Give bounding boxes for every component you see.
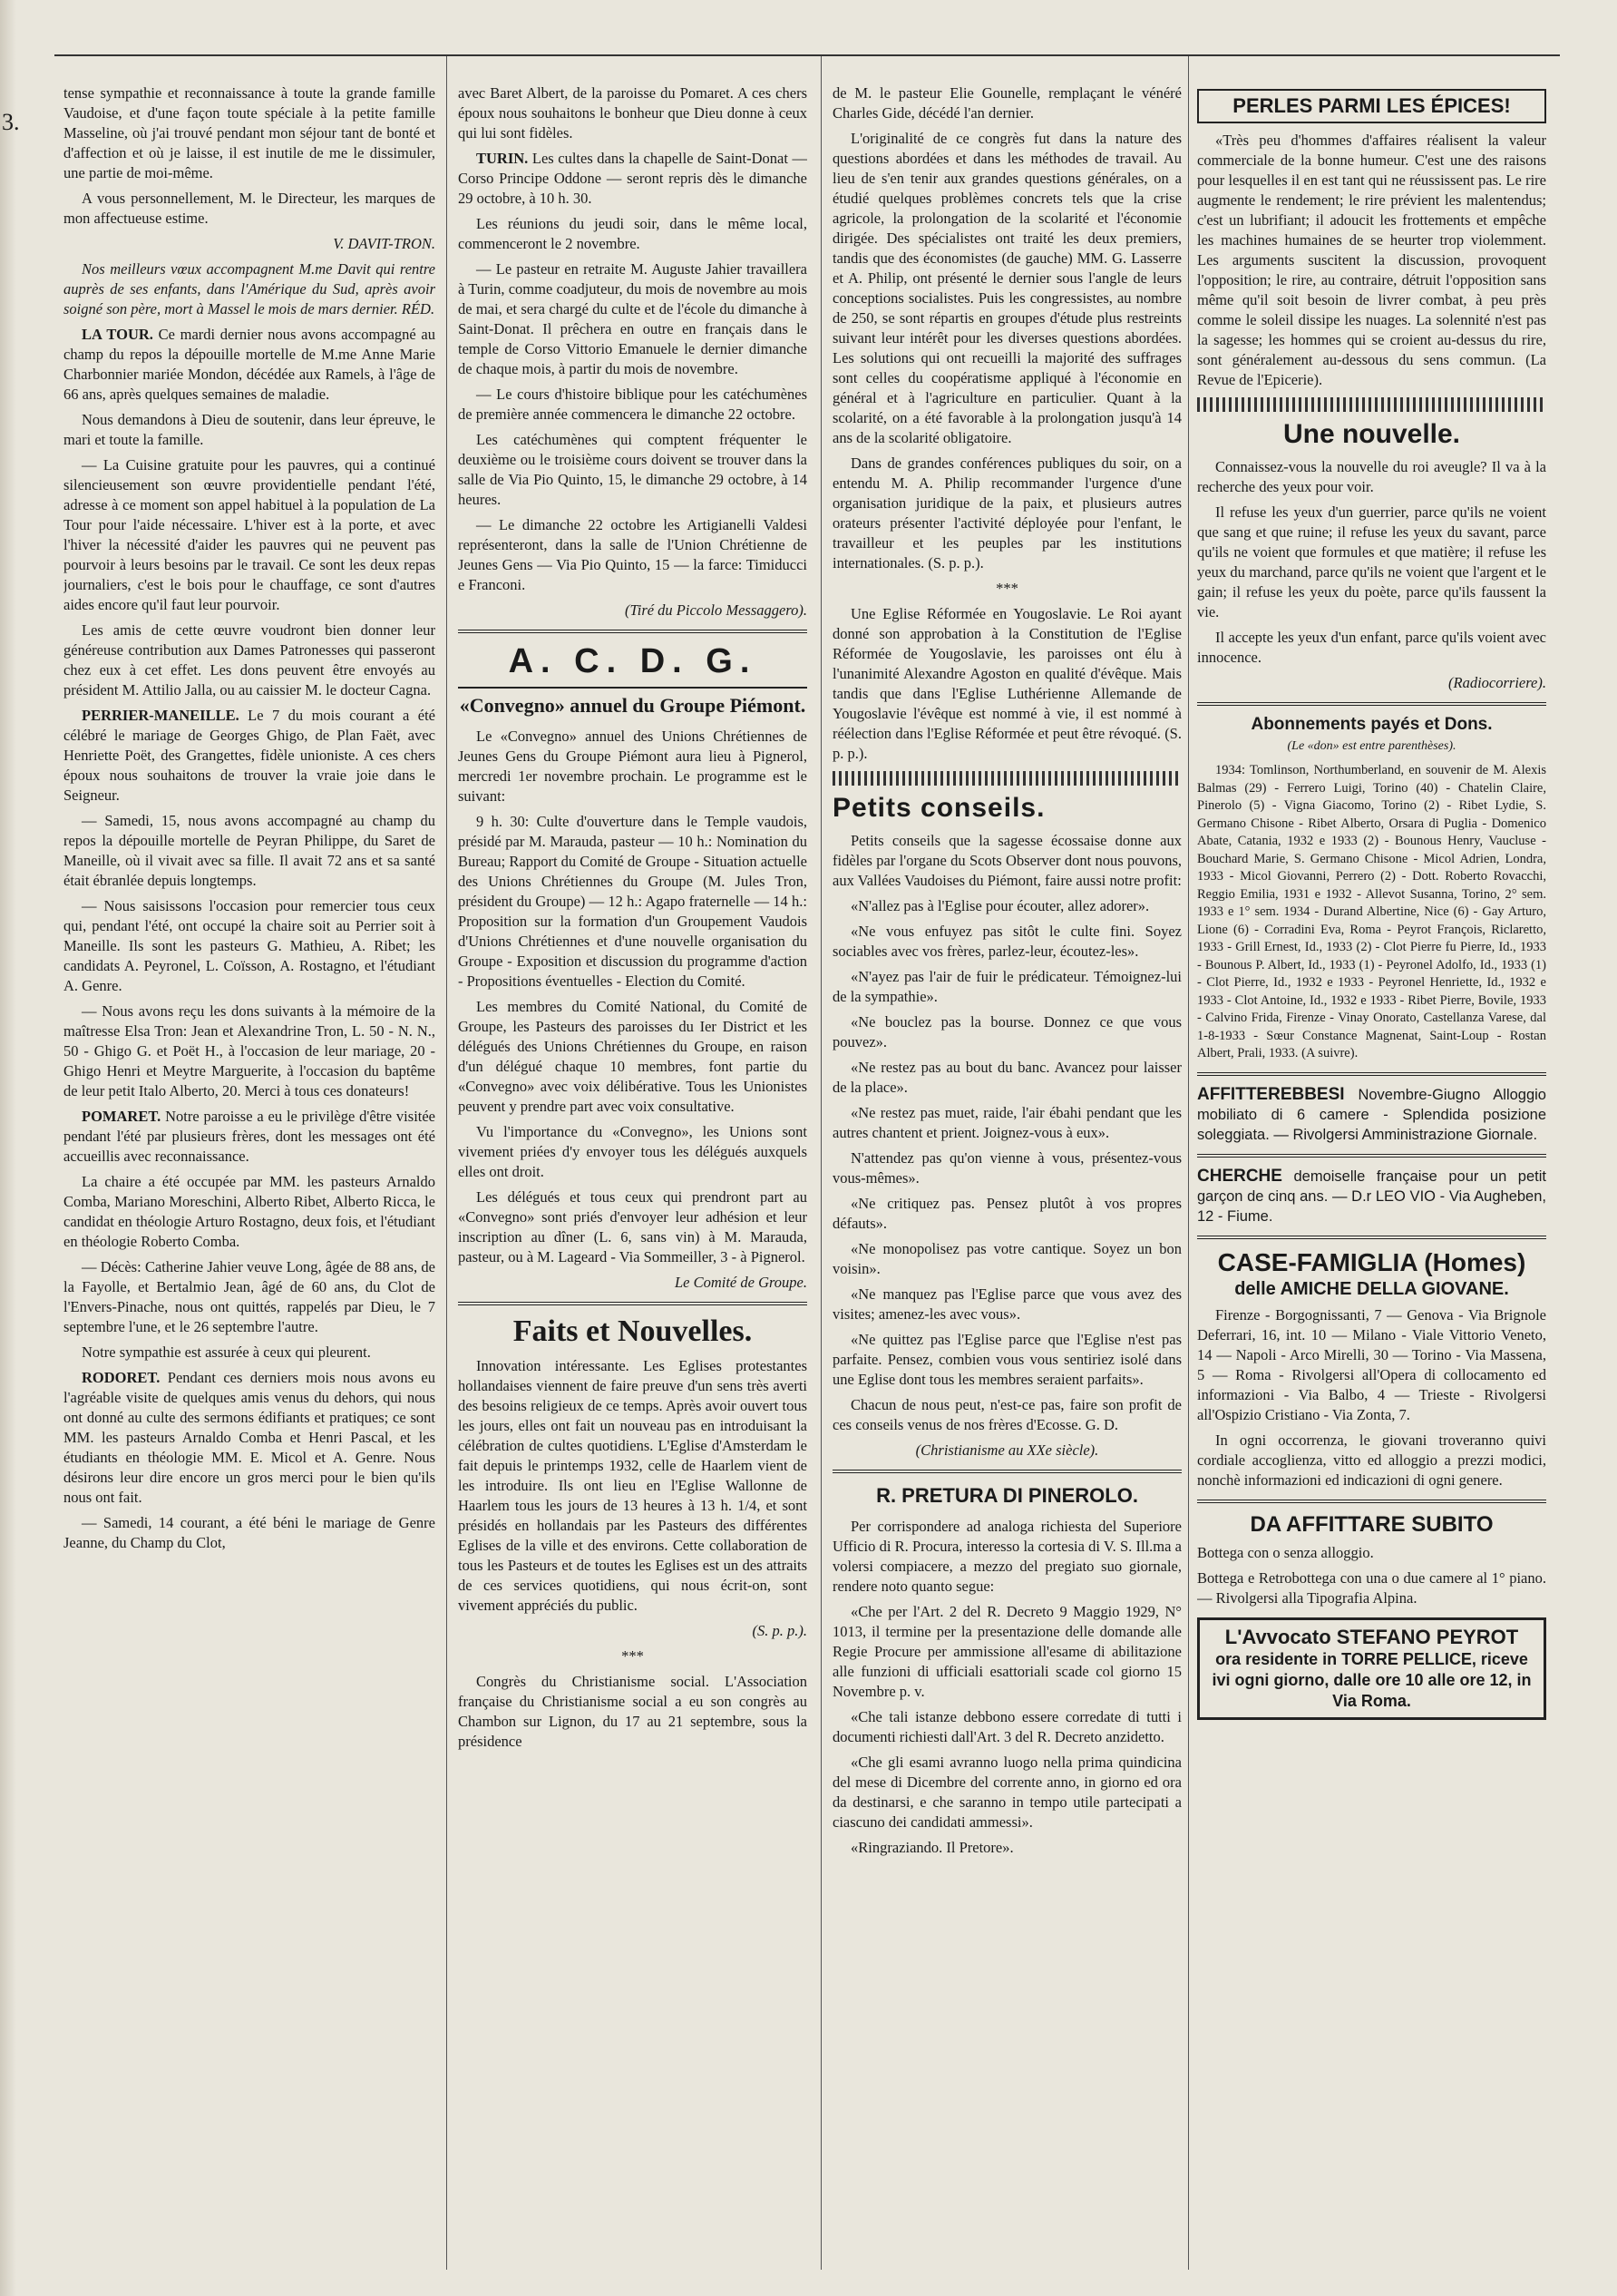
paragraph: Chacun de nous peut, n'est-ce pas, faire son profit de ces conseils venus de nos frères d'Ecosse. G. D. <box>833 1396 1182 1433</box>
signature: Le Comité de Groupe. <box>674 1274 807 1291</box>
column-divider <box>446 56 447 2270</box>
source-credit: (S. p. p.). <box>752 1622 807 1639</box>
top-rule <box>54 54 1560 56</box>
source-credit: (Christianisme au XXe siècle). <box>915 1441 1099 1459</box>
paragraph: — Le dimanche 22 octobre les Artigianelli Valdesi représenteront, dans la salle de l'Union Chrétienne de Jeunes Gens — Via Pio Quinto, 15 — la farce: Timiducci e Franconi. <box>458 516 807 593</box>
paragraph: Les membres du Comité National, du Comité de Groupe, les Pasteurs des paroisses du Ier District et les délégués des Unions Chrétiennes du Groupe, en raison d'un délégué chaque 10 membres, font partie du «Convegno» avec voix délibérative. Tous les Unionistes peuvent y prendre part avec voix consultative. <box>458 998 807 1115</box>
paragraph: Connaissez-vous la nouvelle du roi aveugle? Il va à la recherche des yeux pour voir. <box>1197 458 1546 495</box>
paragraph: — Nous avons reçu les dons suivants à la mémoire de la maîtresse Elsa Tron: Jean et Alexandrine Tron, L. 50 - N. N., 50 - Ghigo G. et Poët H., à l'occasion de leur mariage, 20 - Ghigo Henri et Meytre Marguerite, à l'occasion du baptême de leur petit Italo Alberto, 20. Merci à tous ces donateurs! <box>63 1002 435 1099</box>
section-lead: RODORET. <box>82 1369 161 1386</box>
paragraph <box>63 1368 435 1508</box>
paragraph: Il refuse les yeux d'un guerrier, parce qu'ils ne voient que sang et que ruine; il refuse les yeux du savant, parce qu'ils ne voient que formules et que matière; il refuse les yeux du marchand, parce qu'ils ne voient que l'argent et le gain; il refuse les yeux du poète, parce qu'ils faussent la vie. <box>1197 503 1546 620</box>
une-nouvelle-heading: Une nouvelle. <box>1282 419 1461 449</box>
paragraph: — Nous saisissons l'occasion pour remercier tous ceux qui, pendant l'été, ont occupé la chaire soit au Perrier soit à Maneille. Ils sont les pasteurs G. Mathieu, A. Ribet; les candidats A. Peyronel, L. Coïsson, A. Rostagno, et l'étudiant A. Genre. <box>63 897 435 994</box>
paragraph: Les amis de cette œuvre voudront bien donner leur généreuse contribution aux Dames Patronesses qui passeront chez eux à cet effet. Les dons peuvent être envoyés au président M. Attilio Jalla, ou au caissier M. le docteur Cagna. <box>63 621 435 699</box>
paragraph: 1934: Tomlinson, Northumberland, en souvenir de M. Alexis Balmas (29) - Ferrero Luigi, Torino (40) - Chatelin Claire, Pinerolo (5) - Vigna Giacomo, Torino (2) - Ribet Lydie, S. Germano Chisone - Ribet Alberto, Orsara di Puglia - Domenico Abate, Catania, 1932 e 1933 (2) - Bounous Henry, Vaucluse - Bouchard Marie, S. Germano Chisone - Micol Adrien, Londra, 1933 - Micol Giovanni, Perrero (2) - Dott. Roberto Rovacchi, Reggio Emilia, 1931 e 1932 - Allevot Susanna, Torino, 2° sem. 1933 e 1° sem. 1934 - Durand Albertine, Nice (6) - Gay Arturo, Lione (6) - Corradini Eva, Roma - Peyrot François, Riclaretto, 1933 - Grill Ernest, Id., 1933 (2) - Clot Pierre fu Pierre, Id., 1933 - Bounous P. Albert, Id., 1933 (1) - Peyronel Adolfo, Id., 1933 (1) - Clot Pierre, Id., 1932 e 1933 - Peyronel Henriette, Id., 1932 e 1933 - Clot Antoine, Id., 1932 e 1933 - Ribet Pierre, Bovile, 1933 - Calvino Frida, Firenze - Vinay Onorato, Castellanza Varese, dal 1-8-1933 - Sœur Constance Magnenat, Saint-Loup - Rostan Albert, Prali, 1933. (A suivre). <box>1197 763 1546 1060</box>
paragraph: «Che per l'Art. 2 del R. Decreto 9 Maggio 1929, N° 1013, il termine per la presentazione delle domande alle Regie Procure per ammissione all'esame di abilitazione alle funzioni di ufficiali esattoriali scade col giorno 15 Novembre p. v. <box>833 1603 1182 1700</box>
pretura-heading: R. PRETURA DI PINEROLO. <box>876 1484 1138 1507</box>
paragraph: L'originalité de ce congrès fut dans la nature des questions abordées et dans les méthodes de travail. Au lieu de s'en tenir aux grandes questions générales, on a étudié quelques problèmes concrets tels que la crise agricole, la prolongation de la scolarité et l'économie dirigée. Des spécialistes ont traité les deux premiers, tandis que des économistes (de gauche) MM. G. Lasserre et A. Philip, ont présenté le dernier sous l'angle de leurs conceptions socialistes. Puis les congressistes, au nombre de 250, se sont répartis en groupes d'étude plus restreints suivant leur intérêt pour les diverses questions abordées. Les solutions qui ont recueilli la majorité des suffrages sont celles du coopératisme appliqué à l'économie en général et à l'agriculture en particulier. Quant à la scolarité, on a été favorable à la prolongation jusqu'à 14 ans de la scolarité obligatoire. <box>833 130 1182 446</box>
case-famiglia-heading: CASE-FAMIGLIA (Homes) <box>1217 1247 1526 1276</box>
acdg-subheading: «Convegno» annuel du Groupe Piémont. <box>459 694 806 717</box>
abonnements-heading: Abonnements payés et Dons. <box>1251 715 1493 734</box>
paragraph <box>458 149 807 209</box>
ornament-divider <box>1197 397 1546 412</box>
paragraph: N'attendez pas qu'on vienne à vous, présentez-vous vous-mêmes». <box>833 1149 1182 1187</box>
asterism: *** <box>621 1647 644 1665</box>
ad-title: CHERCHE <box>1197 1166 1282 1186</box>
paragraph: — Décès: Catherine Jahier veuve Long, âgée de 88 ans, de la Fayolle, et Bertalmio Jean, âgé de 60 ans, du Clot de l'Envers-Pinache, nous ont quittés, rappelés par Dieu, le 7 septembre l'une, et le 26 septembre l'autre. <box>63 1258 435 1335</box>
paragraph: Bottega con o senza alloggio. <box>1197 1543 1374 1561</box>
column-3 <box>833 83 1182 2279</box>
paragraph: Les catéchumènes qui comptent fréquenter le deuxième ou le troisième cours doivent se trouver dans la salle de Via Pio Quinto, 15, le dimanche 29 octobre, à 14 heures. <box>458 431 807 508</box>
paragraph: Congrès du Christianisme social. L'Association française du Christianisme social a eu son congrès au Chambon sur Lignon, du 17 au 21 septembre, sous la présidence <box>458 1673 807 1750</box>
paragraph: «Ne critiquez pas. Pensez plutôt à vos propres défauts». <box>833 1195 1182 1232</box>
paragraph: «N'allez pas à l'Eglise pour écouter, allez adorer». <box>851 897 1150 914</box>
edge-page-number: 3. <box>2 109 20 135</box>
ad-body: demoiselle française pour un petit garçon de cinq ans. — D.r LEO VIO - Via Augheben, 12 - Fiume. <box>1197 1168 1546 1225</box>
paragraph: Les réunions du jeudi soir, dans le même local, commenceront le 2 novembre. <box>458 215 807 252</box>
section-divider <box>1197 1072 1546 1076</box>
perles-heading: PERLES PARMI LES ÉPICES! <box>1197 89 1546 123</box>
peyrot-ad-text: ora residente in TORRE PELLICE, riceve ivi ogni giorno, dalle ore 10 alle ore 12, in Via Roma. <box>1212 1649 1532 1710</box>
paragraph: Petits conseils que la sagesse écossaise donne aux fidèles par l'organe du Scots Observer dont nous pouvons, aux Vallées Vaudoises du Piémont, faire aussi notre profit: <box>833 832 1182 889</box>
ad-text <box>1197 1085 1546 1145</box>
paragraph: «Ne vous enfuyez pas sitôt le culte fini. Soyez sociables avec vos frères, parlez-leur, écoutez-les». <box>833 923 1182 960</box>
paragraph: «Ne manquez pas l'Eglise parce que vous avez des visites; amenez-les avec vous». <box>833 1285 1182 1323</box>
column-2 <box>458 83 807 2279</box>
section-divider <box>458 1302 807 1305</box>
paragraph: «Ne monopolisez pas votre cantique. Soyez un bon voisin». <box>833 1240 1182 1277</box>
paragraph: tense sympathie et reconnaissance à toute la grande famille Vaudoise, et d'une façon toute spéciale à la petite famille Masseline, où j'ai trouvé pendant mon séjour tant de bonté et d'affection et où je laisse, il est inutile de me le dissimuler, une partie de moi-même. <box>63 84 435 181</box>
paragraph-text: Notre paroisse a eu le privilège d'être visitée pendant l'été par plusieurs frères, dont les messages ont été accueillis avec reconnaissance. <box>63 1108 435 1165</box>
faits-nouvelles-heading: Faits et Nouvelles. <box>512 1314 753 1348</box>
ad-text <box>1197 1167 1546 1226</box>
paragraph: «Che gli esami avranno luogo nella prima quindicina del mese di Dicembre del corrente anno, in giorno ed ora da destinarsi, e che saranno in tempo utile partecipati a ciascuno dei candidati ammessi». <box>833 1754 1182 1831</box>
paragraph: In ogni occorrenza, le giovani troveranno quivi cordiale accoglienza, vitto ed alloggio a prezzi modici, nonchè informazioni ed indicazioni di ogni genere. <box>1197 1431 1546 1489</box>
paragraph: Il accepte les yeux d'un enfant, parce qu'ils voient avec innocence. <box>1197 629 1546 666</box>
ornament-divider <box>833 771 1182 786</box>
column-divider <box>1188 56 1189 2270</box>
asterism: *** <box>996 580 1018 597</box>
paragraph <box>63 706 435 806</box>
paragraph: — La Cuisine gratuite pour les pauvres, qui a continué silencieusement son œuvre providentielle pendant l'été, adresse à ce moment son appel habituel à la population de La Tour pour l'aide nécessaire. L'hiver est à la porte, et avec l'hiver la nécessité d'aider les pauvres qui ne peuvent pas pourvoir à leurs besoins par le travail. Ce sont les deux repas journaliers, c'est le bois pour le chauffage, ce sont d'autres aides encore qu'il faut leur pourvoir. <box>63 456 435 613</box>
paragraph: La chaire a été occupée par MM. les pasteurs Arnaldo Comba, Mariano Moreschini, Alberto Ribet, Alberto Ricca, le candidat en théologie Arturo Rostagno, deux fois, et l'étudiant en théologie Roberto Comba. <box>63 1173 435 1250</box>
paragraph: Innovation intéressante. Les Eglises protestantes hollandaises viennent de faire preuve d'un sens très averti des besoins religieux de ce temps. Après avoir ouvert tous les jours, elles ont fait un nouveau pas en introduisant la célébration de cultes quotidiens. L'Eglise d'Amsterdam le fait depuis le printemps 1932, celle de Haarlem vient de les introduire. Ils ont lieu en l'Eglise Wallonne de Haarlem tous les jours de 13 heures à 13 h. 1/4, et sont présidés en hollandais par les Pasteurs des différentes Eglises de la ville et des environs. Cette collaboration de tous les Pasteurs et de toutes les Eglises est un des attraits de ces services quotidiens, qui nous écrit-on, sont vivement appréciés du public. <box>458 1357 807 1614</box>
section-divider <box>458 630 807 633</box>
paragraph: «Ne restez pas muet, raide, l'air ébahi pendant que les autres chantent et prient. Joignez-vous à eux». <box>833 1104 1182 1141</box>
editor-note: Nos meilleurs vœux accompagnent M.me Davit qui rentre auprès de ses enfants, dans l'Amérique du Sud, après avoir soigné son père, mort à Massel le mois de mars dernier. RÉD. <box>63 260 435 318</box>
paragraph: Per corrispondere ad analoga richiesta del Superiore Ufficio di R. Procura, interesso la cortesia di V. S. Ill.ma a volersi compiacere, a mezzo del pregiato suo giornale, rendere noto quanto segue: <box>833 1518 1182 1595</box>
ad-body: Novembre-Giugno Alloggio mobiliato di 6 camere - Splendida posizione soleggiata. — Rivolgersi Amministrazione Giornale. <box>1197 1086 1546 1143</box>
section-divider <box>1197 702 1546 706</box>
paragraph: «Ne bouclez pas la bourse. Donnez ce que vous pouvez». <box>833 1013 1182 1050</box>
paragraph: «Che tali istanze debbono essere corredate di tutti i documenti richiesti dall'Art. 3 del R. Decreto anzidetto. <box>833 1708 1182 1745</box>
classified-ad <box>1197 1085 1546 1145</box>
paragraph: «N'ayez pas l'air de fuir le prédicateur. Témoignez-lui de la sympathie». <box>833 968 1182 1005</box>
paragraph: Nous demandons à Dieu de soutenir, dans leur épreuve, le mari et toute la famille. <box>63 411 435 448</box>
petits-conseils-heading: Petits conseils. <box>833 793 1046 823</box>
paragraph: A vous personnellement, M. le Directeur, les marques de mon affectueuse estime. <box>63 190 435 227</box>
paragraph: «Ne restez pas au bout du banc. Avancez pour laisser de la place». <box>833 1059 1182 1096</box>
section-lead: TURIN. <box>476 150 529 167</box>
section-lead: LA TOUR. <box>82 326 153 343</box>
paragraph: — Le cours d'histoire biblique pour les catéchumènes de première année commencera le dimanche 22 octobre. <box>458 386 807 423</box>
paragraph: — Samedi, 14 courant, a été béni le mariage de Genre Jeanne, du Champ du Clot, <box>63 1514 435 1551</box>
abonnements-note: (Le «don» est entre parenthèses). <box>1287 739 1456 753</box>
paragraph <box>63 325 435 405</box>
section-lead: POMARET. <box>82 1108 161 1125</box>
paragraph: avec Baret Albert, de la paroisse du Pomaret. A ces chers époux nous souhaitons le bonheur que Dieu donne à ceux qui lui sont fidèles. <box>458 84 807 142</box>
paragraph-text: Ce mardi dernier nous avons accompagné au champ du repos la dépouille mortelle de M.me Anne Marie Charbonnier mariée Mondon, décédée aux Ramels, à l'âge de 66 ans, après quelques semaines de maladie. <box>63 326 435 403</box>
paragraph: 9 h. 30: Culte d'ouverture dans le Temple vaudois, présidé par M. Marauda, pasteur — 10 h.: Nomination du Bureau; Rapport du Comité de Groupe - Situation actuelle des Unions Chrétiennes du Groupe (M. Jules Tron, président du Groupe) — 12 h.: Agapo fraternelle — 14 h.: Proposition sur la formation d'un Groupement Vaudois d'Unions Chrétiennes et d'une nouvelle organisation du Groupe - Exposition et discussion du programme d'action - Propositions éventuelles - Election du Comité. <box>458 813 807 990</box>
paragraph: Le «Convegno» annuel des Unions Chrétiennes de Jeunes Gens du Groupe Piémont aura lieu à Pignerol, mercredi 1er novembre prochain. Le programme est le suivant: <box>458 728 807 805</box>
section-lead: PERRIER-MANEILLE. <box>82 707 239 724</box>
paragraph: — Samedi, 15, nous avons accompagné au champ du repos la dépouille mortelle de Peyran Philippe, du Saret de Maneille, où il vivait avec sa fille. Il avait 72 ans et sa santé était ébranlée depuis longtemps. <box>63 812 435 889</box>
section-divider <box>1197 1500 1546 1503</box>
paragraph: Notre sympathie est assurée à ceux qui pleurent. <box>82 1343 371 1361</box>
column-4 <box>1197 83 1546 2279</box>
paragraph <box>63 1107 435 1167</box>
source-credit: (Radiocorriere). <box>1448 674 1546 691</box>
peyrot-ad-title: L'Avvocato STEFANO PEYROT <box>1224 1625 1519 1648</box>
previous-page-edge <box>0 0 20 2296</box>
paragraph: Une Eglise Réformée en Yougoslavie. Le Roi ayant donné son approbation à la Constitution de l'Eglise Réformée de Yougoslavie, les paroisses ont élu à l'unanimité Alexandre Agoston en qualité d'évêque. Mais tandis que dans l'Eglise Luthérienne Allemande de Yougoslavie l'évêque est nommé à vie, il est nommé à réélection dans l'Eglise Réformée et peut être révoqué. (S. p. p.). <box>833 605 1182 762</box>
signature: V. DAVIT-TRON. <box>333 235 435 252</box>
paragraph-text: Le 7 du mois courant a été célébré le mariage de Georges Ghigo, de Plan Faët, avec Henriette Poët, des Grangettes, fidèle unioniste. A ces chers époux nous souhaitons de trouver la vraie joie dans le Seigneur. <box>63 707 435 804</box>
source-credit: (Tiré du Piccolo Messaggero). <box>624 601 807 619</box>
paragraph: Dans de grandes conférences publiques du soir, on a entendu M. A. Philip recommander l'urgence d'une organisation juridique de la paix, et plusieurs autres orateurs présenter l'activité déployée pour l'enfant, le travailleur et les peuples par les institutions internationales. (S. p. p.). <box>833 454 1182 572</box>
paragraph: Les délégués et tous ceux qui prendront part au «Convegno» sont priés d'envoyer leur adhésion et leur inscription au dîner (L. 6, sans vin) à M. Marauda, pasteur, ou à M. Lageard - Via Sommeiller, 3 - à Pignerol. <box>458 1188 807 1265</box>
affittare-heading: DA AFFITTARE SUBITO <box>1250 1511 1494 1537</box>
case-famiglia-subheading: delle AMICHE DELLA GIOVANE. <box>1234 1278 1509 1299</box>
abonnements-list <box>1197 762 1546 1063</box>
paragraph: Vu l'importance du «Convegno», les Unions sont vivement priées d'y envoyer tous les délégués auxquels elles ont droit. <box>458 1123 807 1180</box>
peyrot-ad-box <box>1197 1617 1546 1720</box>
paragraph: de M. le pasteur Elie Gounelle, remplaçant le vénéré Charles Gide, décédé l'an dernier. <box>833 84 1182 122</box>
paragraph: Firenze - Borgognissanti, 7 — Genova - Via Brignole Deferrari, 16, int. 10 — Milano - Viale Vittorio Veneto, 14 — Napoli - Arco Mirelli, 30 — Torino - Via Massena, 5 — Roma - Rivolgersi all'Opera di collocamento ed informazioni - Via Balbo, 4 — Trieste - Rivolgersi all'Ospizio Cristiano - Via Zonta, 7. <box>1197 1305 1546 1423</box>
ad-title: AFFITTEREBBESI <box>1197 1084 1345 1104</box>
paragraph: Bottega e Retrobottega con una o due camere al 1° piano. — Rivolgersi alla Tipografia Alpina. <box>1197 1568 1546 1607</box>
paragraph: — Le pasteur en retraite M. Auguste Jahier travaillera à Turin, comme coadjuteur, du mois de novembre au mois de mai, et sera chargé du culte et de l'école du dimanche à Saint-Donat. Il prêchera en outre en français dans le temple de Corso Vittorio Emanuele le dernier dimanche de chaque mois, à partir du mois de novembre. <box>458 260 807 377</box>
section-divider <box>833 1470 1182 1473</box>
paragraph-text: Pendant ces derniers mois nous avons eu l'agréable visite de quelques amis venus du dehors, qui nous ont donné au culte des sermons édifiants et pratiques; ce sont MM. les pasteurs Arnaldo Comba et Henri Pascal, et les étudiants en théologie MM. E. Micol et A. Genre. Nous désirons leur dire encore un gros merci pour le bien qu'ils nous ont fait. <box>63 1369 435 1506</box>
paragraph: «Ringraziando. Il Pretore». <box>851 1839 1014 1856</box>
paragraph: «Très peu d'hommes d'affaires réalisent la valeur commerciale de la bonne humeur. C'est une des raisons pour lesquelles il en est tant qui ne réussissent pas. Le rire augmente le rendement; le rire prévient les malentendus; c'est un lubrifiant; il adoucit les frottements et empêche les machines humaines de se heurter trop violemment. Les arguments suscitent la discussion, provoquent l'opposition; le rire, au contraire, détruit l'opposition sans même qu'il soit besoin de livrer combat, à peu près comme le soleil dissipe les nuages. La solennité n'est pas la sagesse; les hommes qui se croient au-dessus du rire, sont généralement au-dessous du sens commun. (La Revue de l'Epicerie). <box>1197 132 1546 388</box>
acdg-heading: A. C. D. G. <box>458 642 807 689</box>
section-divider <box>1197 1154 1546 1158</box>
column-divider <box>821 56 822 2270</box>
section-divider <box>1197 1236 1546 1239</box>
paragraph-text: Les cultes dans la chapelle de Saint-Donat — Corso Principe Oddone — seront repris dès le dimanche 29 octobre, à 10 h. 30. <box>458 150 807 207</box>
paragraph: «Ne quittez pas l'Eglise parce que l'Eglise n'est pas parfaite. Pensez, combien vous vous sentiriez isolé dans une Eglise dont tous les membres seraient parfaits». <box>833 1331 1182 1388</box>
column-1 <box>63 83 435 2279</box>
classified-ad <box>1197 1167 1546 1226</box>
